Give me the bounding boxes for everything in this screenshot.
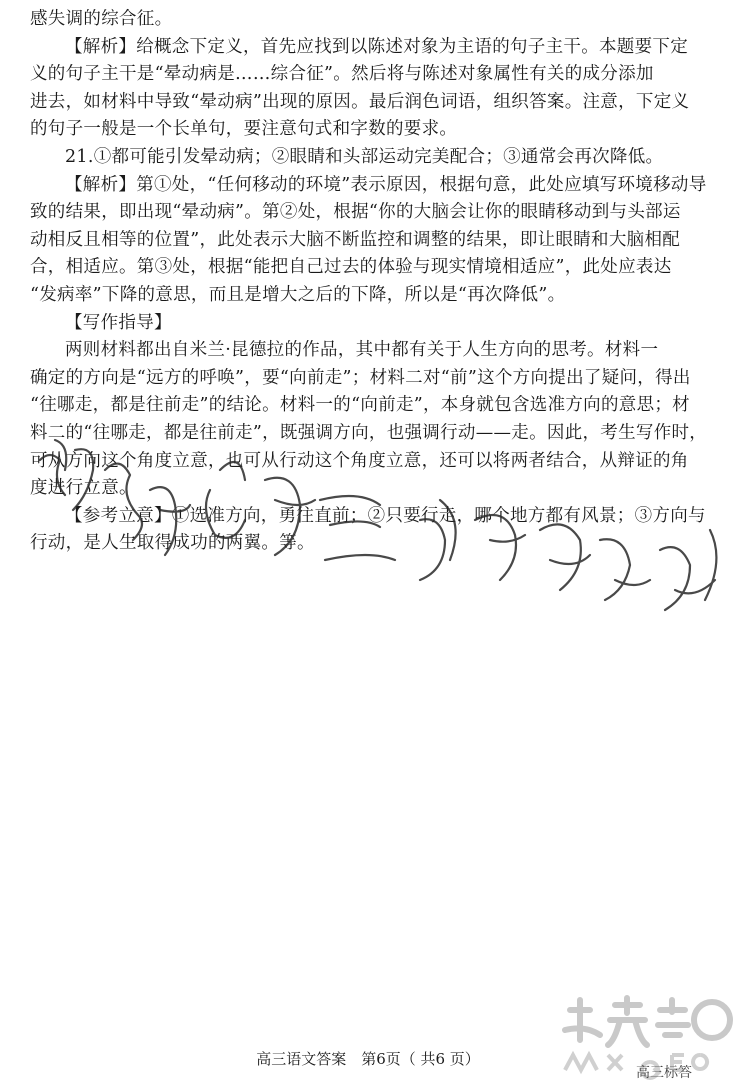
analysis-21-line-5: “发病率”下降的意思，而且是增大之后的下降，所以是“再次降低”。 <box>30 284 566 305</box>
analysis-21-line-4: 合，相适应。第③处，根据“能把自己过去的体验与现实情境相适应”，此处应表达 <box>30 257 672 278</box>
analysis-paragraph-line-3: 进去，如材料中导致“晕动病”出现的原因。最后润色词语，组织答案。注意，下定义 <box>30 91 690 112</box>
writing-guide-line-5: 可从方向这个角度立意，也可从行动这个角度立意，还可以将两者结合，从辩证的角 <box>30 450 689 471</box>
document-body <box>30 6 720 558</box>
writing-guide-line-3: “往哪走，都是往前走”的结论。材料一的“向前走”，本身就包含选准方向的意思；材 <box>30 395 690 416</box>
writing-guide-heading: 【写作指导】 <box>65 312 172 333</box>
answer-21-line: 21.①都可能引发晕动病；②眼睛和头部运动完美配合；③通常会再次降低。 <box>65 146 664 167</box>
wechat-watermark-tag: 高三标答 <box>636 1065 692 1081</box>
page-footer: 高三语文答案 第6页（ 共6 页） <box>256 1050 480 1068</box>
writing-guide-line-2: 确定的方向是“远方的呼唤”，要“向前走”；材料二对“前”这个方向提出了疑问，得出 <box>30 367 691 388</box>
analysis-21-line-2: 致的结果，即出现“晕动病”。第②处，根据“你的大脑会让你的眼睛移动到与头部运 <box>30 202 681 223</box>
reference-idea-line-2: 行动，是人生取得成功的两翼。等。 <box>30 533 315 554</box>
writing-guide-line-6: 度进行立意。 <box>30 478 137 499</box>
analysis-paragraph-line-2: 义的句子主干是“晕动病是……综合征”。然后将与陈述对象属性有关的成分添加 <box>30 64 654 85</box>
analysis-21-line-3: 动相反且相等的位置”，此处表示大脑不断监控和调整的结果，即让眼睛和大脑相配 <box>30 229 681 250</box>
reference-idea-line-1: 【参考立意】①选准方向，勇往直前；②只要行走，哪个地方都有风景；③方向与 <box>65 505 706 526</box>
writing-guide-line-1: 两则材料都出自米兰·昆德拉的作品，其中都有关于人生方向的思考。材料一 <box>65 340 659 361</box>
analysis-21-line-1: 【解析】第①处，“任何移动的环境”表示原因，根据句意，此处应填写环境移动导 <box>65 174 707 195</box>
analysis-paragraph-line-4: 的句子一般是一个长单句，要注意句式和字数的要求。 <box>30 119 458 140</box>
analysis-paragraph-line-1: 【解析】给概念下定义，首先应找到以陈述对象为主语的句子主干。本题要下定 <box>65 36 688 57</box>
writing-guide-line-4: 料二的“往哪走，都是往前走”，既强调方向，也强调行动——走。因此，考生写作时， <box>30 422 708 443</box>
text-line-1: 感失调的综合征。 <box>30 9 173 29</box>
